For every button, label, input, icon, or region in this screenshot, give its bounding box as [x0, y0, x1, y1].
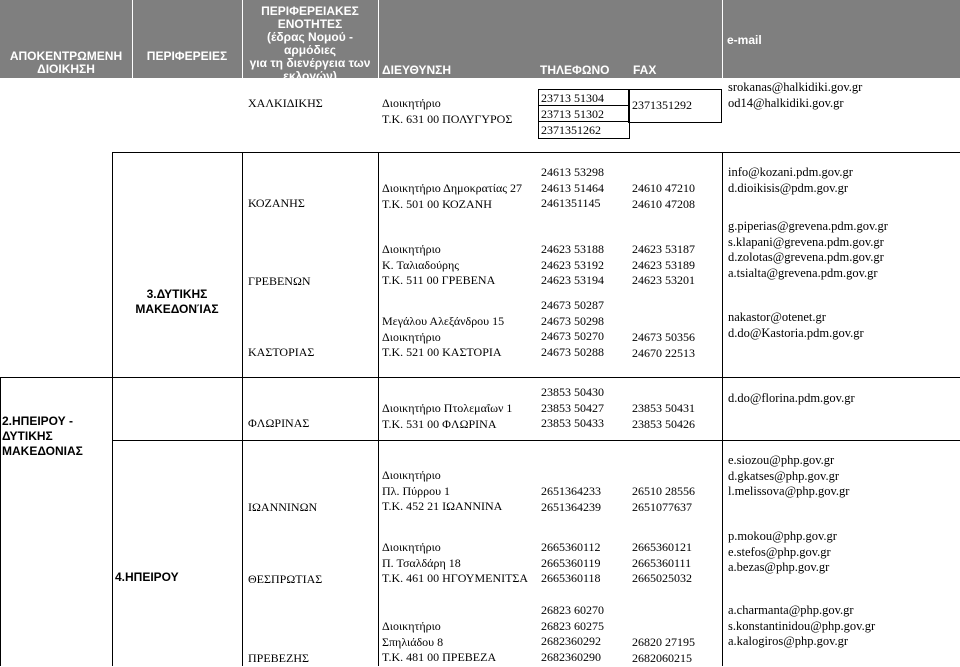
address-text: Μεγάλου Αλεξάνδρου 15 Διοικητήριο Τ.Κ. 521 00 ΚΑΣΤΟΡΙΑ: [382, 314, 505, 359]
fax-list: 23853 50431 23853 50426: [632, 401, 695, 431]
phone-list: 24673 50287 24673 50298 24673 50270 24673 50288: [541, 298, 604, 359]
address-text: Διοικητήριο Π. Τσαλδάρη 18 Τ.Κ. 461 00 ΗΓΟΥΜΕΝΙΤΣΑ: [382, 540, 529, 585]
unit-name: ΧΑΛΚΙΔΙΚΗΣ: [248, 96, 323, 110]
address-text: Διοικητήριο Πλ. Πύρρου 1 Τ.Κ. 452 21 ΙΩΑΝΝΙΝΑ: [382, 468, 503, 513]
address-text: Διοικητήριο Σπηλιάδου 8 Τ.Κ. 481 00 ΠΡΕΒΕΖΑ: [382, 619, 497, 664]
fax-list: 24623 53187 24623 53189 24623 53201: [632, 242, 695, 287]
unit-name: ΓΡΕΒΕΝΩΝ: [248, 274, 311, 288]
email-list: srokanas@halkidiki.gov.gr od14@halkidiki.gov.gr: [728, 80, 863, 110]
address-text: Διοικητήριο Τ.Κ. 631 00 ΠΟΛΥΓΥΡΟΣ: [382, 96, 513, 126]
email-list: e.siozou@php.gov.gr d.gkatses@php.gov.gr l.melissova@php.gov.gr: [728, 453, 850, 498]
unit-name: ΠΡΕΒΕΖΗΣ: [248, 651, 309, 665]
phone-list: 23853 50430 23853 50427 23853 50433: [541, 385, 604, 430]
phone-list: 2665360112 2665360119 2665360118: [541, 540, 601, 585]
header-email: e-mail: [727, 33, 762, 47]
region-west-macedonia: 3.ΔΥΤΙΚΗΣ ΜΑΚΕΔΟΝΊΑΣ: [135, 287, 219, 316]
phone-list: 2651364233 2651364239: [541, 484, 601, 514]
phone-list: 24613 53298 24613 51464 2461351145: [541, 165, 604, 210]
fax-list: 24610 47210 24610 47208: [632, 181, 695, 211]
admin-epirus-west-macedonia: 2.ΗΠΕΙΡΟΥ - ΔΥΤΙΚΗΣ ΜΑΚΕΔΟΝΙΑΣ: [2, 414, 83, 458]
fax-number: 2371351292: [632, 98, 692, 112]
unit-name: ΚΟΖΑΝΗΣ: [248, 196, 305, 210]
header-regions: ΠΕΡΙΦΕΡΕΙΕΣ: [146, 49, 228, 63]
email-list: p.mokou@php.gov.gr e.stefos@php.gov.gr a.bezas@php.gov.gr: [728, 529, 837, 574]
address-text: Διοικητήριο Πτολεμαΐων 1 Τ.Κ. 531 00 ΦΛΩΡΙΝΑ: [382, 401, 513, 431]
email-text: d.do@florina.pdm.gov.gr: [728, 391, 855, 405]
unit-name: ΚΑΣΤΟΡΙΑΣ: [248, 345, 315, 359]
email-list: a.charmanta@php.gov.gr s.konstantinidou@php.gov.gr a.kalogiros@php.gov.gr: [728, 603, 876, 648]
address-text: Διοικητήριο Δημοκρατίας 27 Τ.Κ. 501 00 ΚΟΖΑΝΗ: [382, 181, 522, 211]
phone-number: 23713 51302: [541, 107, 604, 121]
address-text: Διοικητήριο Κ. Ταλιαδούρης Τ.Κ. 511 00 ΓΡΕΒΕΝΑ: [382, 242, 496, 287]
table-header: [0, 0, 960, 83]
unit-name: ΙΩΑΝΝΙΝΩΝ: [248, 500, 318, 514]
fax-list: 24673 50356 24670 22513: [632, 330, 695, 360]
fax-list: 26510 28556 2651077637: [632, 484, 695, 514]
unit-name: ΘΕΣΠΡΩΤΙΑΣ: [248, 572, 323, 586]
header-fax: FAX: [633, 63, 657, 77]
email-list: nakastor@otenet.gr d.do@Kastoria.pdm.gov.gr: [728, 310, 864, 340]
phone-list: 26823 60270 26823 60275 2682360292 2682360290: [541, 603, 604, 664]
email-list: g.piperias@grevena.pdm.gov.gr s.klapani@grevena.pdm.gov.gr d.zolotas@grevena.pdm.gov.gr a.tsialta@grevena.pdm.gov.gr: [728, 219, 888, 280]
header-address: ΔΙΕΥΘΥΝΣΗ: [382, 63, 452, 77]
header-phone: ΤΗΛΕΦΩΝΟ: [540, 63, 610, 77]
fax-list: 26820 27195 2682060215: [632, 635, 695, 665]
email-list: info@kozani.pdm.gov.gr d.dioikisis@pdm.gov.gr: [728, 165, 853, 195]
unit-name: ΦΛΩΡΙΝΑΣ: [248, 416, 310, 430]
phone-number: 23713 51304: [541, 91, 604, 105]
header-units: ΠΕΡΙΦΕΡΕΙΑΚΕΣ ΕΝΟΤΗΤΕΣ (έδρας Νομού - αρμόδιες για τη διενέργεια των εκλογών): [249, 4, 371, 83]
phone-list: 24623 53188 24623 53192 24623 53194: [541, 242, 604, 287]
fax-list: 2665360121 2665360111 2665025032: [632, 540, 692, 585]
header-admin: ΑΠΟΚΕΝΤΡΩΜΕΝΗ ΔΙΟΙΚΗΣΗ: [9, 49, 123, 76]
phone-number: 2371351262: [541, 123, 601, 137]
region-epirus: 4.ΗΠΕΙΡΟΥ: [115, 570, 179, 584]
